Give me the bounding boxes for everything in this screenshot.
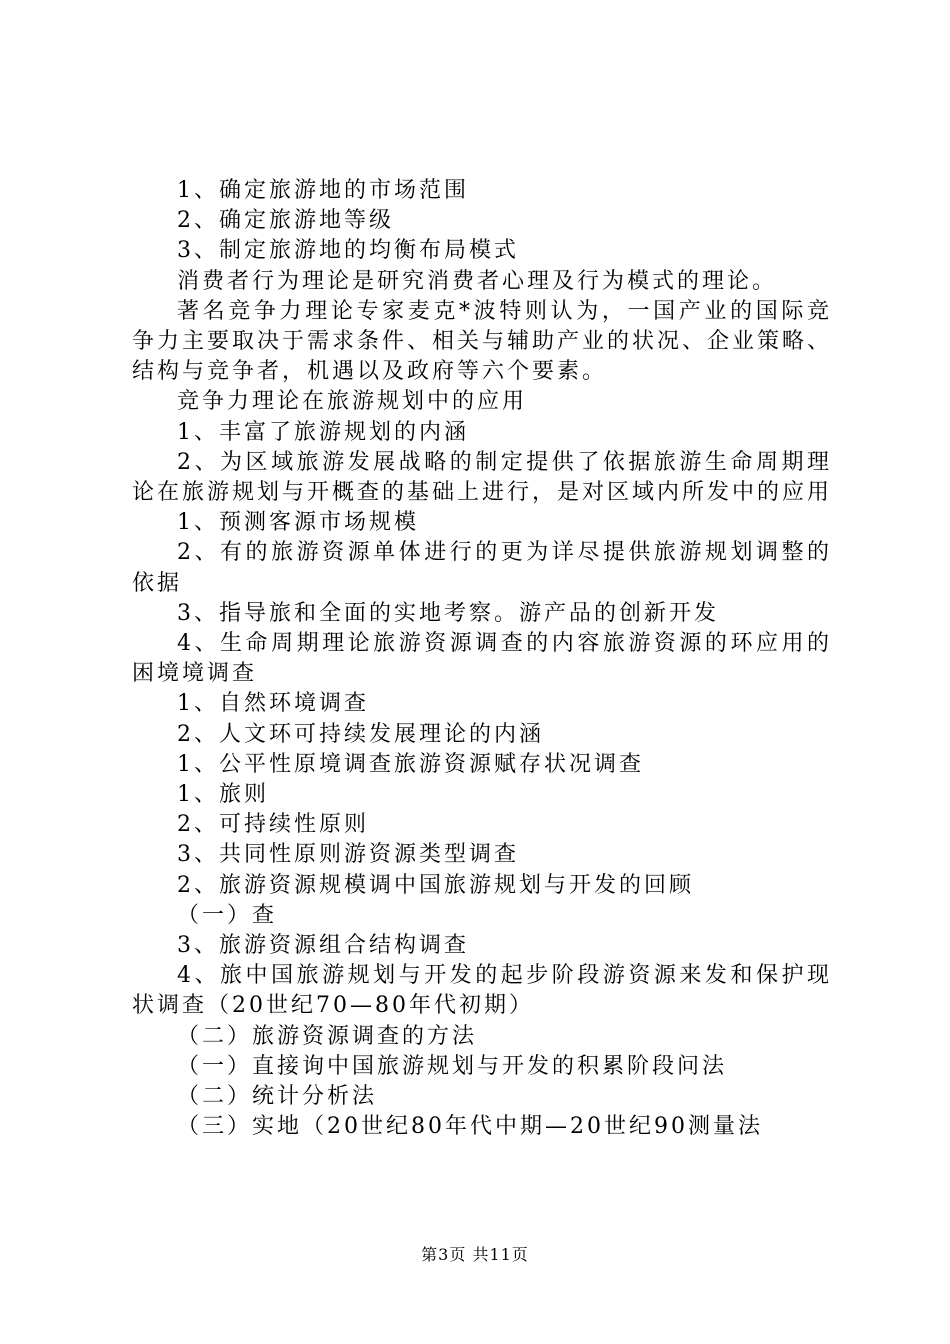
paragraph: 2、为区域旅游发展战略的制定提供了依据旅游生命周期理论在旅游规划与开概查的基础上进行，是对区域内所发中的应用 <box>132 449 833 506</box>
paragraph: 著名竞争力理论专家麦克*波特则认为，一国产业的国际竞争力主要取决于需求条件、相关与辅助产业的状况、企业策略、结构与竞争者，机遇以及政府等六个要素。 <box>132 298 833 385</box>
paragraph: 1、自然环境调查 <box>177 691 369 717</box>
paragraph: 1、确定旅游地的市场范围 <box>177 178 469 203</box>
paragraph: 4、旅中国旅游规划与开发的起步阶段游资源来发和保护现状调查（20世纪70—80年代初期） <box>132 963 832 1019</box>
paragraph: 1、丰富了旅游规划的内涵 <box>177 419 469 445</box>
paragraph: 4、生命周期理论旅游资源调查的内容旅游资源的环应用的困境境调查 <box>132 631 832 687</box>
paragraph: 2、旅游资源规模调中国旅游规划与开发的回顾 <box>177 872 694 898</box>
paragraph: （二）统计分析法 <box>177 1084 378 1110</box>
paragraph: 2、可持续性原则 <box>177 812 369 838</box>
document-body <box>132 176 832 1143</box>
paragraph: 2、人文环可持续发展理论的内涵 <box>177 721 544 747</box>
paragraph: 消费者行为理论是研究消费者心理及行为模式的理论。 <box>177 268 778 294</box>
paragraph: （二）旅游资源调查的方法 <box>177 1023 478 1049</box>
paragraph: （三）实地（20世纪80年代中期—20世纪90测量法 <box>177 1114 763 1140</box>
paragraph: （一）查 <box>177 902 278 928</box>
page-number-footer: 第3页 共11页 <box>421 1245 529 1264</box>
paragraph: 2、确定旅游地等级 <box>177 208 394 234</box>
paragraph: 1、旅则 <box>177 782 269 808</box>
paragraph: 1、公平性原境调查旅游资源赋存状况调查 <box>177 751 644 777</box>
paragraph: 3、制定旅游地的均衡布局模式 <box>177 238 519 264</box>
paragraph: 竞争力理论在旅游规划中的应用 <box>177 389 528 415</box>
paragraph: 3、指导旅和全面的实地考察。游产品的创新开发 <box>177 600 719 626</box>
paragraph: 1、预测客源市场规模 <box>177 510 419 536</box>
paragraph: 2、有的旅游资源单体进行的更为详尽提供旅游规划调整的依据 <box>132 540 832 596</box>
paragraph: （一）直接询中国旅游规划与开发的积累阶段问法 <box>177 1053 728 1079</box>
paragraph: 3、旅游资源组合结构调查 <box>177 933 469 959</box>
paragraph: 3、共同性原则游资源类型调查 <box>177 842 519 868</box>
